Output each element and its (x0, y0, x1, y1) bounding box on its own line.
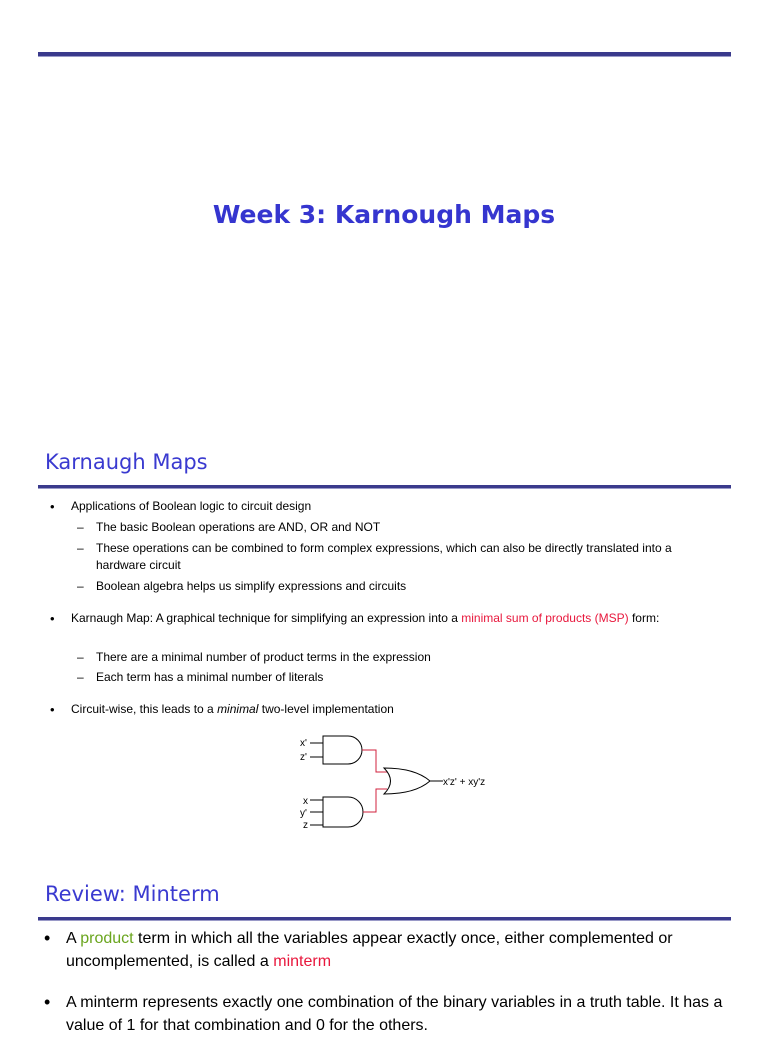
input-label-2: z' (300, 752, 307, 763)
km-text-post: form: (628, 611, 660, 625)
input-label-5: z (303, 820, 308, 831)
karnaugh-heading: Karnaugh Maps (45, 450, 208, 474)
product-highlight: product (80, 930, 134, 947)
minterm-rule (38, 917, 731, 921)
top-rule (38, 52, 731, 57)
slide-title: Week 3: Karnough Maps (212, 200, 556, 229)
bullet-circuit-wise (71, 701, 711, 718)
and-gate-bottom (323, 797, 363, 827)
karnaugh-rule (38, 485, 731, 489)
gate-connections (362, 750, 387, 812)
msp-highlight: minimal sum of products (MSP) (461, 611, 629, 625)
minterm-bullet-combination: • A minterm represents exactly one combination of the binary variables in a truth table. It has a value of 1 for that combination and 0 for the others. (66, 991, 726, 1037)
mt-text-mid: term in which all the variables appear exactly once, either complemented or uncomplemented, is called a (66, 930, 673, 970)
sub-bullet-minimal-terms: – There are a minimal number of product terms in the expression (96, 649, 706, 666)
input-label-3: x (303, 796, 308, 807)
cw-emphasis: minimal (217, 702, 259, 716)
logic-circuit-diagram (290, 728, 510, 834)
bullet-karnaugh-map (71, 610, 711, 627)
input-wires (310, 743, 323, 825)
minterm-bullet-definition (66, 927, 726, 973)
sub-bullet-boolean-algebra: – Boolean algebra helps us simplify expressions and circuits (96, 578, 706, 595)
mt-text-pre: A (66, 930, 81, 947)
sub-bullet-combine: – These operations can be combined to form complex expressions, which can also be directly translated into a hardware circuit (96, 540, 706, 574)
cw-text-post: two-level implementation (258, 702, 394, 716)
bullet-applications: • Applications of Boolean logic to circuit design (71, 498, 711, 515)
input-label-4: y' (300, 808, 307, 819)
minterm-highlight: minterm (273, 953, 332, 970)
or-gate (384, 768, 430, 794)
cw-text-pre: Circuit-wise, this leads to a (71, 702, 218, 716)
output-label: x'z' + xy'z (443, 777, 486, 788)
sub-bullet-minimal-literals: – Each term has a minimal number of literals (96, 669, 706, 686)
sub-bullet-basic-ops: – The basic Boolean operations are AND, OR and NOT (96, 519, 706, 536)
km-text-pre: Karnaugh Map: A graphical technique for simplifying an expression into a (71, 611, 462, 625)
input-label-1: x' (300, 738, 307, 749)
and-gate-top (323, 736, 362, 764)
minterm-heading: Review: Minterm (45, 882, 220, 906)
